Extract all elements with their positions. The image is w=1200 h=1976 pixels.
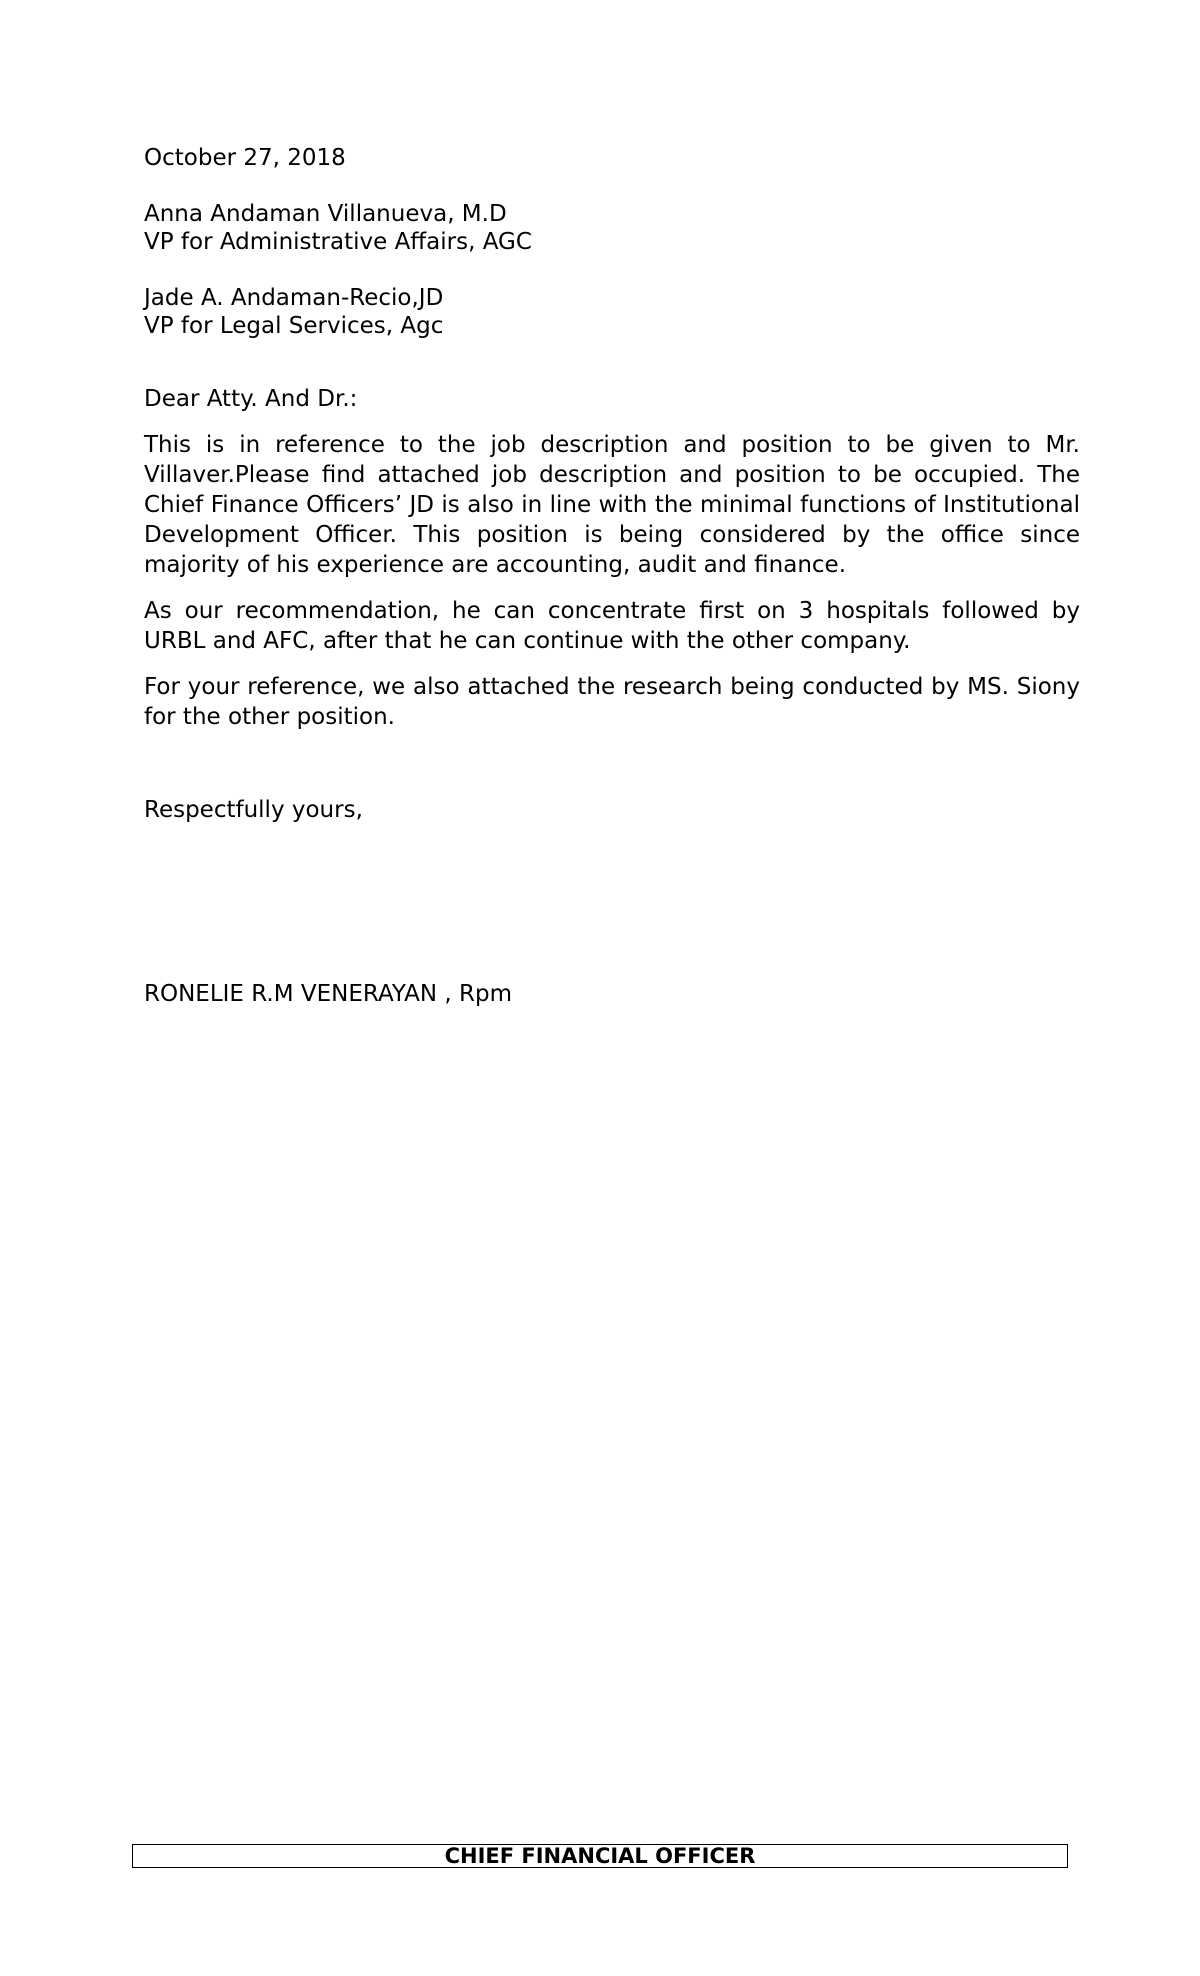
recipient1-title: VP for Administrative Affairs, AGC: [144, 229, 532, 255]
signatory-name: RONELIE R.M VENERAYAN , Rpm: [144, 981, 513, 1007]
recipient1-name: Anna Andaman Villanueva, M.D: [144, 201, 507, 227]
body-paragraph-3: For your reference, we also attached the research being conducted by MS. Siony for the other position.: [144, 674, 1080, 730]
letter-date: October 27, 2018: [144, 145, 346, 171]
salutation: Dear Atty. And Dr.:: [144, 386, 358, 412]
recipient2-name: Jade A. Andaman-Recio,JD: [144, 285, 444, 311]
body-paragraph-2: As our recommendation, he can concentrate first on 3 hospitals followed by URBL and AFC, after that he can continue with the other company.: [144, 598, 1080, 654]
body-paragraph-1: This is in reference to the job description and position to be given to Mr. Villaver.Please find attached job description and position to be occupied. The Chief Finance Officers’ JD is also in line with the minimal functions of Institutional Development Officer. This position is being considered by the office since majority of his experience are accounting, audit and finance.: [144, 432, 1080, 578]
recipient2-title: VP for Legal Services, Agc: [144, 313, 444, 339]
footer-title-box: CHIEF FINANCIAL OFFICER: [132, 1844, 1068, 1868]
closing: Respectfully yours,: [144, 797, 363, 823]
